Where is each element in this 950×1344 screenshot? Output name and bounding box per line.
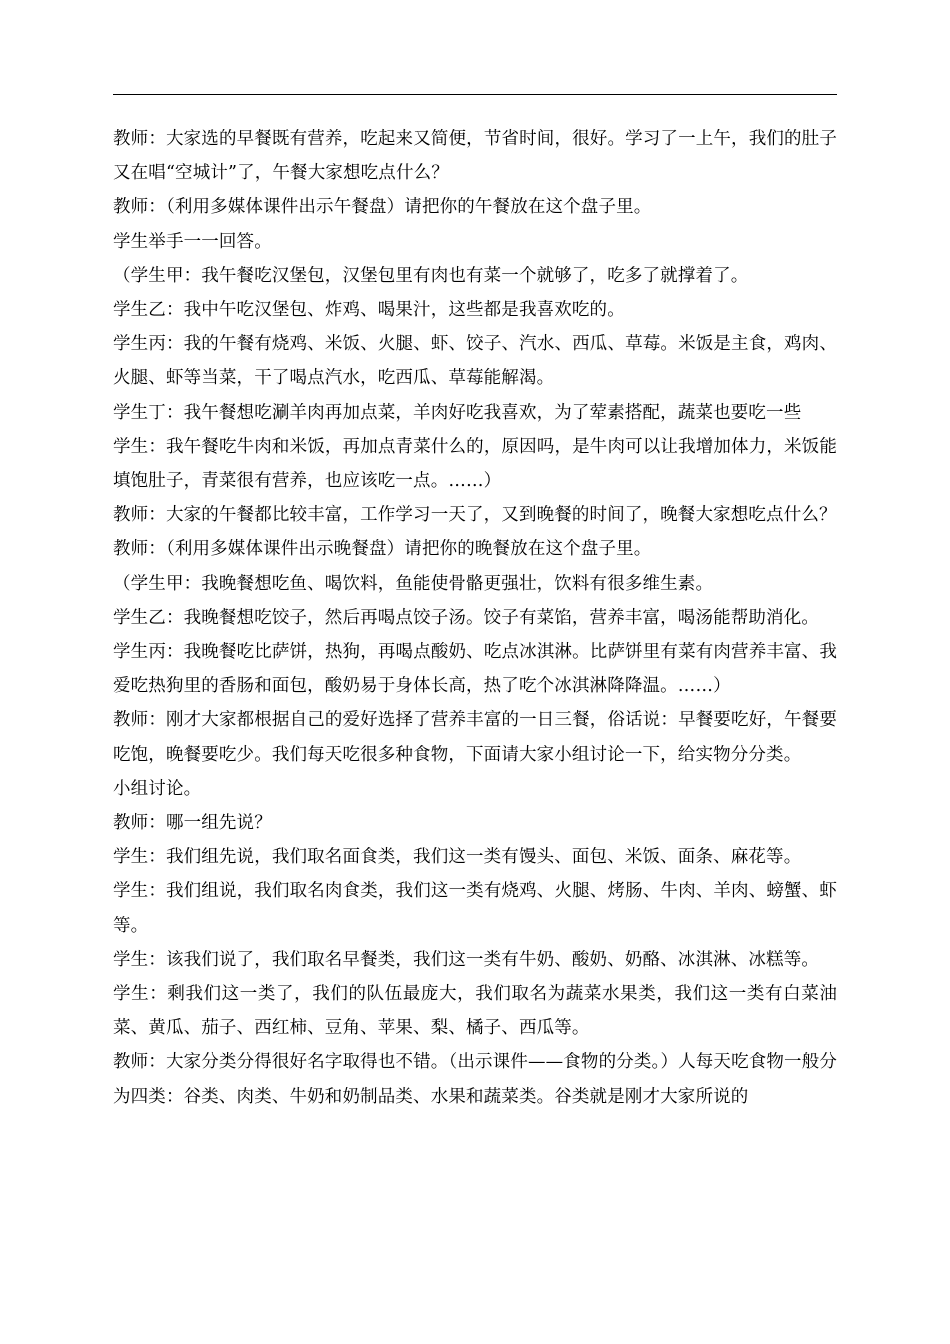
paragraph: 学生丙：我的午餐有烧鸡、米饭、火腿、虾、饺子、汽水、西瓜、草莓。米饭是主食，鸡肉、火腿、虾等当菜，干了喝点汽水，吃西瓜、草莓能解渴。 [113, 334, 837, 389]
paragraph: 学生乙：我晚餐想吃饺子，然后再喝点饺子汤。饺子有菜馅，营养丰富，喝汤能帮助消化。 [113, 607, 819, 628]
paragraph: 教师：（利用多媒体课件出示晚餐盘）请把你的晚餐放在这个盘子里。 [113, 539, 652, 560]
paragraph: 小组讨论。 [113, 778, 202, 799]
paragraph: （学生甲：我晚餐想吃鱼、喝饮料，鱼能使骨骼更强壮，饮料有很多维生素。 [113, 573, 714, 594]
paragraph: 学生：剩我们这一类了，我们的队伍最庞大，我们取名为蔬菜水果类，我们这一类有白菜油菜、黄瓜、茄子、西红柿、豆角、苹果、梨、橘子、西瓜等。 [113, 984, 837, 1039]
paragraph: 学生：我午餐吃牛肉和米饭，再加点青菜什么的，原因吗，是牛肉可以让我增加体力，米饭能填饱肚子，青菜很有营养，也应该吃一点。……） [113, 436, 837, 492]
paragraph: 学生：该我们说了，我们取名早餐类，我们这一类有牛奶、酸奶、奶酪、冰淇淋、冰糕等。 [113, 949, 819, 970]
paragraph: 教师：刚才大家都根据自己的爱好选择了营养丰富的一日三餐，俗话说：早餐要吃好，午餐要吃饱，晚餐要吃少。我们每天吃很多种食物，下面请大家小组讨论一下，给实物分分类。 [113, 710, 837, 765]
paragraph: 学生举手一一回答。 [113, 231, 272, 252]
document-body [113, 122, 837, 1114]
paragraph: 教师：大家选的早餐既有营养，吃起来又简便，节省时间，很好。学习了一上午，我们的肚子又在唱“空城计”了，午餐大家想吃点什么？ [113, 129, 837, 184]
paragraph: 学生乙：我中午吃汉堡包、炸鸡、喝果汁，这些都是我喜欢吃的。 [113, 300, 625, 321]
paragraph: 教师：大家的午餐都比较丰富，工作学习一天了，又到晚餐的时间了，晚餐大家想吃点什么？ [113, 505, 837, 526]
paragraph: 教师：哪一组先说？ [113, 813, 272, 834]
paragraph: 学生丁：我午餐想吃涮羊肉再加点菜，羊肉好吃我喜欢，为了荤素搭配，蔬菜也要吃一些 [113, 402, 802, 423]
paragraph: 学生丙：我晚餐吃比萨饼，热狗，再喝点酸奶、吃点冰淇淋。比萨饼里有菜有肉营养丰富、我爱吃热狗里的香肠和面包，酸奶易于身体长高，热了吃个冰淇淋降降温。……） [113, 642, 837, 697]
header-divider [113, 94, 837, 95]
paragraph: 教师：大家分类分得很好名字取得也不错。（出示课件——食物的分类。）人每天吃食物一般分为四类：谷类、肉类、牛奶和奶制品类、水果和蔬菜类。谷类就是刚才大家所说的 [113, 1052, 837, 1107]
paragraph: 教师：（利用多媒体课件出示午餐盘）请把你的午餐放在这个盘子里。 [113, 197, 652, 218]
paragraph: （学生甲：我午餐吃汉堡包，汉堡包里有肉也有菜一个就够了，吃多了就撑着了。 [113, 265, 749, 286]
paragraph: 学生：我们组先说，我们取名面食类，我们这一类有馒头、面包、米饭、面条、麻花等。 [113, 847, 802, 868]
paragraph: 学生：我们组说，我们取名肉食类，我们这一类有烧鸡、火腿、烤肠、牛肉、羊肉、螃蟹、虾等。 [113, 881, 837, 936]
